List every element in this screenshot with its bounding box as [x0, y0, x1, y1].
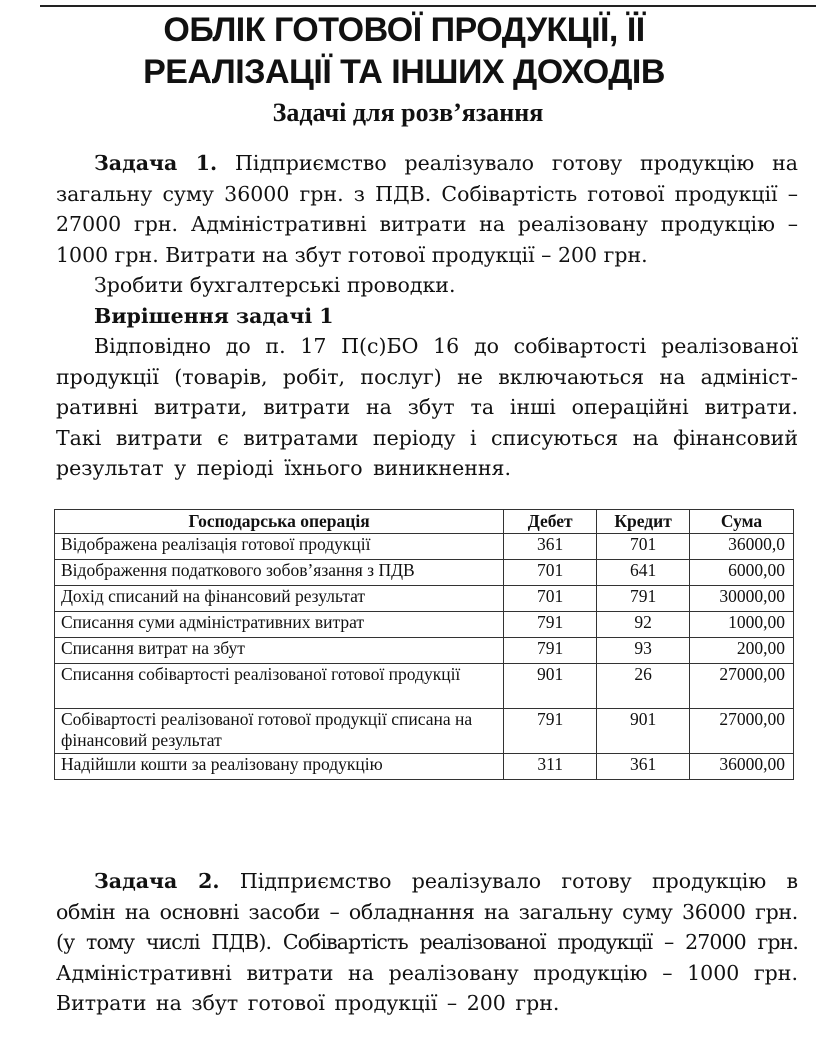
task1-line-4: 1000 грн. Витрати на збут готової продукції – 200 грн. [56, 242, 648, 267]
credit-cell: 641 [597, 560, 690, 586]
credit-cell: 92 [597, 612, 690, 638]
solution1-line-1: Відповідно до п. 17 П(с)БО 16 до собівартості реалізованої [94, 334, 798, 358]
table-header-row [55, 510, 794, 534]
operation-cell: Собівартості реалізованої готової продукції списана на фінансовий результат [55, 709, 504, 754]
credit-cell: 361 [597, 754, 690, 780]
table-row [55, 754, 794, 780]
journal-entries-table [54, 509, 794, 780]
solution1-line-2: продукції (товарів, робіт, послуг) не включаються на адмініст- [56, 364, 798, 389]
column-header-credit: Кредит [597, 510, 690, 534]
column-header-operation: Господарська операція [55, 510, 504, 534]
solution1-line-3: ративні витрати, витрати на збут та інші операційні витрати. [56, 395, 798, 419]
task1-instruction: Зробити бухгалтерські проводки. [94, 273, 456, 297]
task2-line-3: (у тому числі ПДВ). Собівартість реалізованої продукції – 27000 грн. [56, 930, 798, 954]
task2-paragraph [56, 866, 798, 1019]
amount-cell: 36000,00 [690, 754, 794, 780]
top-rule [40, 5, 816, 7]
amount-cell: 30000,00 [690, 586, 794, 612]
credit-cell: 26 [597, 664, 690, 709]
task1-line-1: Задача 1. Підприємство реалізувало готову продукцію на [94, 151, 798, 175]
debit-cell: 791 [504, 612, 597, 638]
table-row [55, 709, 794, 754]
amount-cell: 200,00 [690, 638, 794, 664]
solution1-heading: Вирішення задачі 1 [94, 303, 334, 328]
operation-cell: Списання витрат на збут [55, 638, 504, 664]
amount-cell: 36000,0 [690, 534, 794, 560]
credit-cell: 701 [597, 534, 690, 560]
credit-cell: 93 [597, 638, 690, 664]
table-row [55, 560, 794, 586]
debit-cell: 901 [504, 664, 597, 709]
task2-line-1: Задача 2. Підприємство реалізувало готову продукцію в [94, 869, 798, 893]
debit-cell: 361 [504, 534, 597, 560]
column-header-debit: Дебет [504, 510, 597, 534]
amount-cell: 27000,00 [690, 664, 794, 709]
task2-lead: Задача 2. [94, 869, 220, 893]
operation-cell: Відображення податкового зобов’язання з ПДВ [55, 560, 504, 586]
debit-cell: 791 [504, 709, 597, 754]
operation-cell: Дохід списаний на фінансовий результат [55, 586, 504, 612]
table-row [55, 534, 794, 560]
credit-cell: 791 [597, 586, 690, 612]
amount-cell: 27000,00 [690, 709, 794, 754]
table-row [55, 612, 794, 638]
section-subtitle: Задачі для розв’язання [272, 98, 544, 127]
debit-cell: 791 [504, 638, 597, 664]
task2-line-4: Адміністративні витрати на реалізовану продукцію – 1000 грн. [56, 960, 798, 985]
credit-cell: 901 [597, 709, 690, 754]
operation-cell: Списання суми адміністративних витрат [55, 612, 504, 638]
operation-cell: Надійшли кошти за реалізовану продукцію [55, 754, 504, 780]
amount-cell: 6000,00 [690, 560, 794, 586]
operation-cell: Відображена реалізація готової продукції [55, 534, 504, 560]
task1-line-2: загальну суму 36000 грн. з ПДВ. Собівартість готової продукції – [56, 181, 798, 206]
table-row [55, 586, 794, 612]
task1-paragraph [56, 148, 798, 484]
task2-line-5: Витрати на збут готової продукції – 200 грн. [56, 991, 560, 1015]
debit-cell: 311 [504, 754, 597, 780]
debit-cell: 701 [504, 560, 597, 586]
solution1-line-5: результат у періоді їхнього виникнення. [56, 456, 511, 480]
column-header-amount: Сума [690, 510, 794, 534]
solution1-line-4: Такі витрати є витратами періоду і списуються на фінансовий [56, 425, 798, 450]
debit-cell: 701 [504, 586, 597, 612]
amount-cell: 1000,00 [690, 612, 794, 638]
chapter-title-line-1: ОБЛІК ГОТОВОЇ ПРОДУКЦІЇ, ЇЇ [163, 11, 645, 49]
task1-line-3: 27000 грн. Адміністративні витрати на реалізовану продукцію – [56, 212, 798, 236]
chapter-title-line-2: РЕАЛІЗАЦІЇ ТА ІНШИХ ДОХОДІВ [143, 53, 665, 91]
task2-line-2: обмін на основні засоби – обладнання на загальну суму 36000 грн. [56, 899, 798, 924]
operation-cell: Списання собівартості реалізованої готової продукції [55, 664, 504, 709]
table-row [55, 664, 794, 709]
task1-lead: Задача 1. [94, 151, 218, 175]
table-row [55, 638, 794, 664]
